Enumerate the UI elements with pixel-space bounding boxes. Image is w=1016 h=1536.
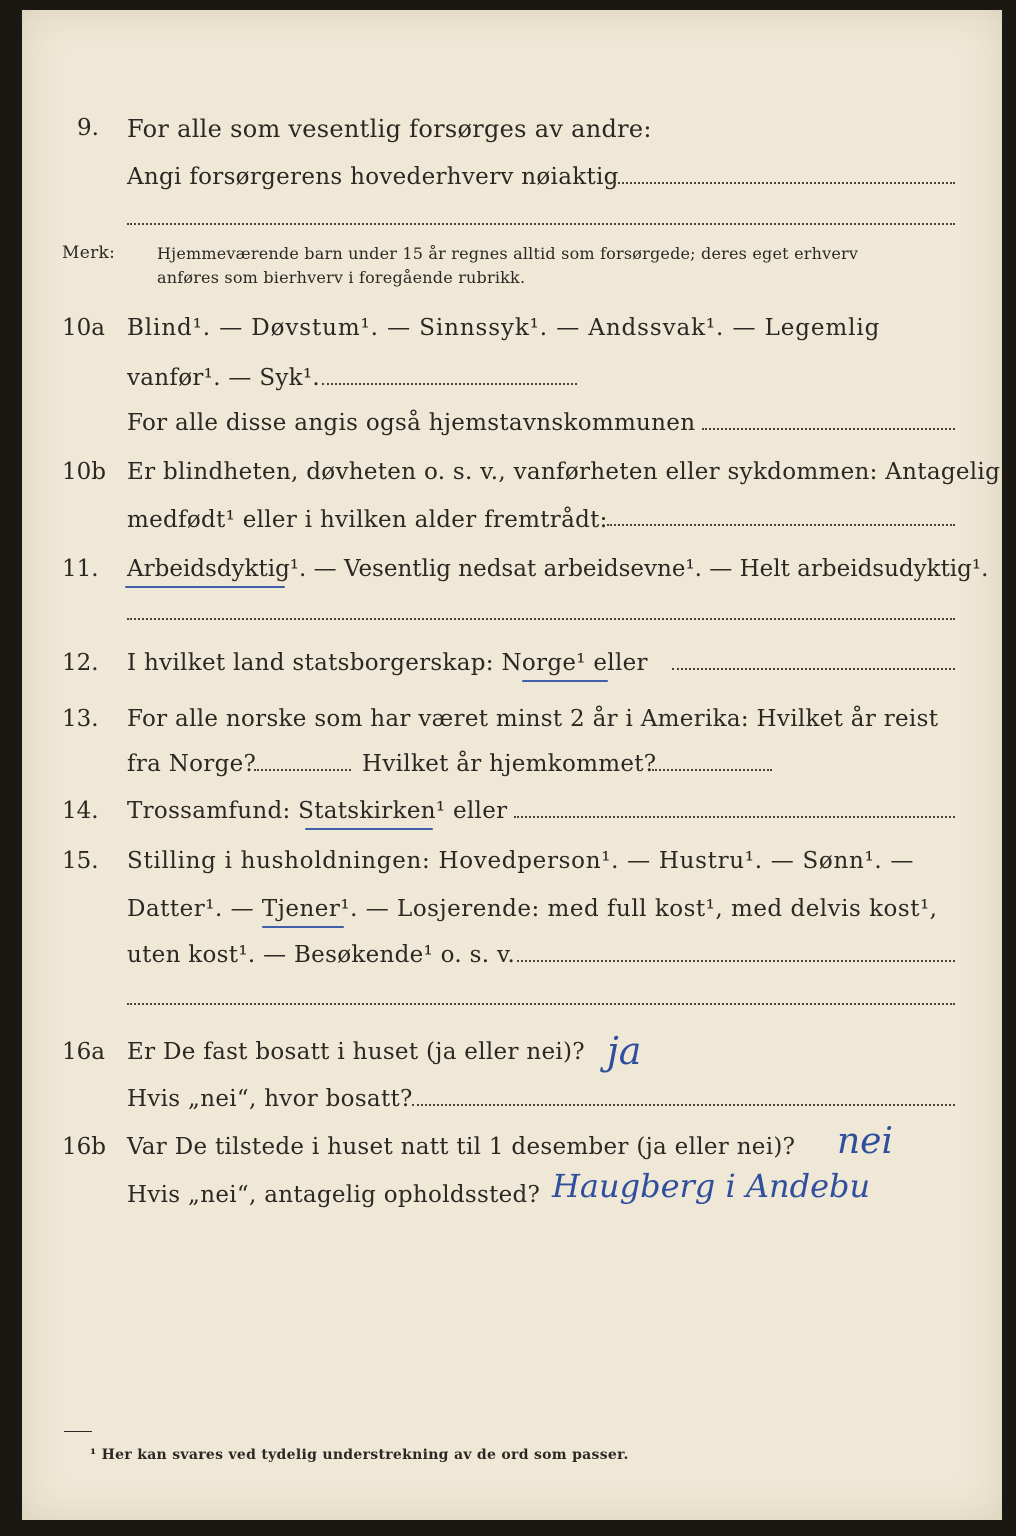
answer-line [652, 769, 772, 771]
note-text: anføres som bierhverv i foregående rubrikk. [157, 268, 526, 287]
note-label: Merk: [62, 243, 116, 263]
question-number: 16b [62, 1134, 106, 1160]
question-12-text: I hvilket land statsborgerskap: Norge¹ eller [127, 650, 648, 676]
question-10a-sub: For alle disse angis også hjemstavnskommunen [127, 410, 696, 436]
answer-line [412, 1104, 955, 1106]
question-10a-text: Blind¹. — Døvstum¹. — Sinnssyk¹. — Andssvak¹. — Legemlig [127, 315, 881, 341]
footnote-rule [64, 1431, 92, 1432]
question-10a-sub: vanfør¹. — Syk¹. [127, 365, 321, 391]
question-15-sub: uten kost¹. — Besøkende¹ o. s. v. [127, 942, 516, 968]
question-13-sub: fra Norge? [127, 751, 257, 777]
question-15-text: Stilling i husholdningen: Hovedperson¹. — Hustru¹. — Sønn¹. — [127, 848, 915, 874]
answer-line [322, 383, 577, 385]
answer-line [607, 524, 955, 526]
note-text: Hjemmeværende barn under 15 år regnes alltid som forsørgede; deres eget erhverv [157, 244, 859, 263]
answer-line [254, 769, 351, 771]
question-10b-sub: medfødt¹ eller i hvilken alder fremtrådt: [127, 507, 608, 533]
question-15-sub: Datter¹. — Tjener¹. — Losjerende: med full kost¹, med delvis kost¹, [127, 896, 938, 922]
question-number: 16a [62, 1039, 105, 1065]
selected-answer-underline [125, 586, 285, 588]
answer-line [702, 428, 955, 430]
answer-line [127, 1003, 955, 1005]
question-number: 9. [77, 115, 99, 141]
question-14-text: Trossamfund: Statskirken¹ eller [127, 798, 508, 824]
question-16a-sub: Hvis „nei“, hvor bosatt? [127, 1086, 413, 1112]
question-number: 10a [62, 315, 105, 341]
question-number: 11. [62, 556, 99, 582]
selected-answer-underline [305, 828, 433, 830]
handwritten-answer: nei [837, 1121, 894, 1162]
answer-line [517, 960, 955, 962]
answer-line [672, 668, 955, 670]
answer-line [607, 182, 955, 184]
question-13-text: For alle norske som har været minst 2 år i Amerika: Hvilket år reist [127, 706, 939, 732]
question-number: 12. [62, 650, 99, 676]
question-16a-text: Er De fast bosatt i huset (ja eller nei)? [127, 1039, 585, 1065]
question-number: 13. [62, 706, 99, 732]
answer-line [127, 618, 955, 620]
selected-answer-underline [262, 926, 344, 928]
question-9-sub: Angi forsørgerens hovederhverv nøiaktig [127, 164, 619, 190]
census-form-page [22, 10, 1002, 1520]
answer-line [127, 223, 955, 225]
question-16b-text: Var De tilstede i huset natt til 1 desember (ja eller nei)? [127, 1134, 796, 1160]
question-13-sub: Hvilket år hjemkommet? [362, 751, 657, 777]
question-11-text: Arbeidsdyktig¹. — Vesentlig nedsat arbeidsevne¹. — Helt arbeidsudyktig¹. [127, 556, 989, 582]
question-16b-sub: Hvis „nei“, antagelig opholdssted? [127, 1182, 541, 1208]
question-number: 15. [62, 848, 99, 874]
question-10b-text: Er blindheten, døvheten o. s. v., vanførheten eller sykdommen: Antagelig [127, 459, 1001, 485]
handwritten-answer: ja [607, 1029, 642, 1073]
handwritten-answer: Haugberg i Andebu [552, 1167, 871, 1205]
footnote: ¹ Her kan svares ved tydelig understrekning av de ord som passer. [90, 1447, 629, 1463]
question-number: 10b [62, 459, 106, 485]
answer-line [514, 816, 955, 818]
question-9-text: For alle som vesentlig forsørges av andre: [127, 115, 652, 143]
selected-answer-underline [522, 680, 608, 682]
question-number: 14. [62, 798, 99, 824]
